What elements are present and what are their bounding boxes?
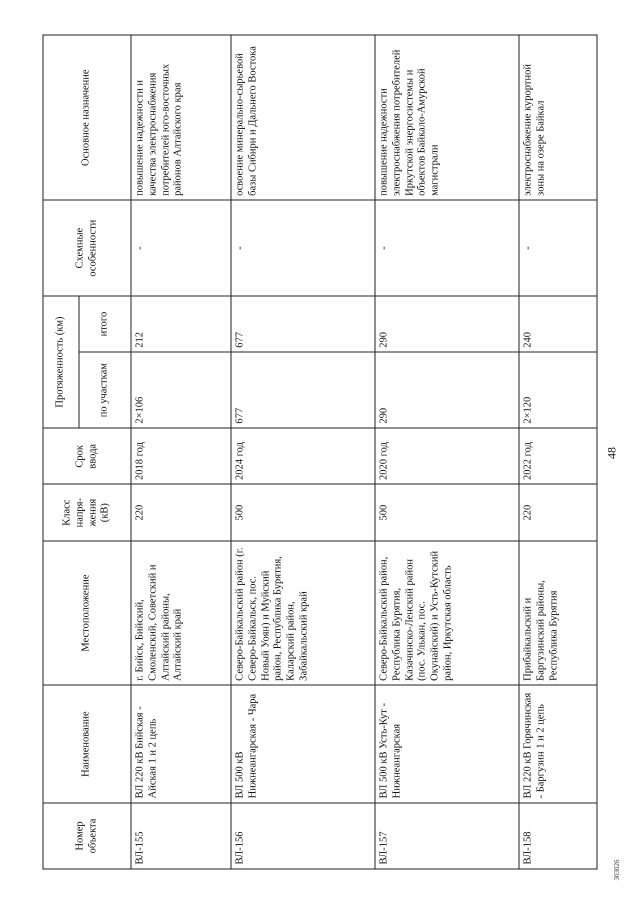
- cell-total: 212: [131, 296, 231, 352]
- cell-total: 240: [519, 296, 597, 352]
- power-lines-table: [43, 35, 598, 870]
- header-commission: Срок ввода: [43, 428, 131, 484]
- rotated-table-container: [43, 35, 598, 870]
- header-total: итого: [79, 296, 131, 352]
- cell-scheme: -: [231, 200, 375, 296]
- cell-number: ВЛ-155: [131, 803, 231, 869]
- cell-name: ВЛ 500 кВ Нижнеангарская - Чара: [231, 685, 375, 803]
- cell-name: ВЛ 220 кВ Бийская - Айская 1 и 2 цепь: [131, 685, 231, 803]
- cell-name: ВЛ 500 кВ Усть-Кут - Нижнеангарская: [375, 685, 519, 803]
- header-scheme: Схемные особенности: [43, 200, 131, 296]
- header-by-sections: по участкам: [79, 352, 131, 428]
- cell-by-sections: 2×106: [131, 352, 231, 428]
- cell-commission: 2020 год: [375, 428, 519, 484]
- cell-location: г. Бийск, Бийский, Смоленский, Советский и Алтайский районы, Алтайский край: [131, 541, 231, 686]
- cell-name: ВЛ 220 кВ Горячинская - Баргузин 1 и 2 цепь: [519, 685, 597, 803]
- cell-purpose: электроснабжение курортной зоны на озере Байкал: [519, 35, 597, 200]
- table-row: [375, 35, 519, 869]
- header-length: Протяженность (км): [43, 296, 79, 428]
- cell-by-sections: 2×120: [519, 352, 597, 428]
- table-row: [519, 35, 597, 869]
- cell-scheme: -: [519, 200, 597, 296]
- cell-voltage: 500: [231, 484, 375, 540]
- header-voltage-class: Класс напря- жения (кВ): [43, 484, 131, 540]
- cell-by-sections: 677: [231, 352, 375, 428]
- header-number: Номер объекта: [43, 803, 131, 869]
- cell-scheme: -: [131, 200, 231, 296]
- footer-code: 303026: [613, 859, 621, 881]
- header-name: Наименование: [43, 685, 131, 803]
- cell-location: Северо-Байкальский район, Республика Бурятия, Казачинско-Ленский район (пос. Улькан, пос. Окунайский) и Усть-Кутский район, Иркутская область: [375, 541, 519, 686]
- header-purpose: Основное назначение: [43, 35, 131, 200]
- cell-number: ВЛ-157: [375, 803, 519, 869]
- cell-scheme: -: [375, 200, 519, 296]
- cell-commission: 2022 год: [519, 428, 597, 484]
- header-location: Местоположение: [43, 541, 131, 686]
- cell-voltage: 500: [375, 484, 519, 540]
- cell-purpose: повышение надежности электроснабжения потребителей Иркутской энергосистемы и объектов Байкало-Амурской магистрали: [375, 35, 519, 200]
- cell-location: Северо-Байкальский район (г. Северо-Байкальск, пос. Новый Уоян) и Муйский район, Республика Бурятия, Каларский район, Забайкальский край: [231, 541, 375, 686]
- cell-commission: 2018 год: [131, 428, 231, 484]
- cell-voltage: 220: [131, 484, 231, 540]
- cell-total: 290: [375, 296, 519, 352]
- cell-voltage: 220: [519, 484, 597, 540]
- page-number: 48: [604, 447, 619, 459]
- table-row: [131, 35, 231, 869]
- cell-purpose: повышение надежности и качества электроснабжения потребителей юго-восточных районов Алтайского края: [131, 35, 231, 200]
- cell-number: ВЛ-158: [519, 803, 597, 869]
- table-row: [231, 35, 375, 869]
- cell-commission: 2024 год: [231, 428, 375, 484]
- cell-location: Прибайкальский и Баргузинский районы, Республика Бурятия: [519, 541, 597, 686]
- cell-total: 677: [231, 296, 375, 352]
- cell-by-sections: 290: [375, 352, 519, 428]
- cell-number: ВЛ-156: [231, 803, 375, 869]
- cell-purpose: освоение минерально-сырьевой базы Сибири и Дальнего Востока: [231, 35, 375, 200]
